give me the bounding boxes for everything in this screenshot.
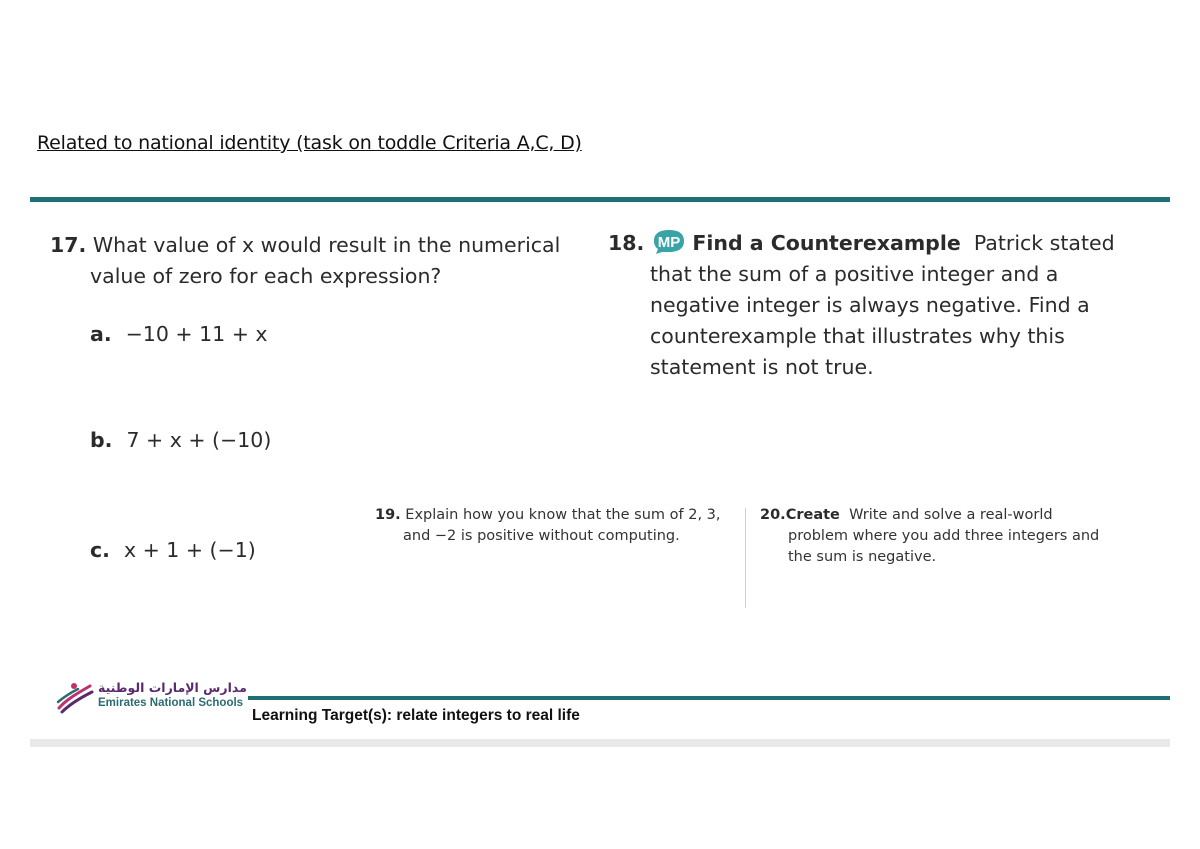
question-18-line2: that the sum of a positive integer and a <box>650 262 1059 286</box>
question-17-number: 17. <box>50 233 87 257</box>
page-title: Related to national identity (task on toddle Criteria A,C, D) <box>37 132 582 154</box>
mp-badge-icon <box>650 228 688 254</box>
question-17 <box>50 230 610 292</box>
question-18-line5: statement is not true. <box>650 355 874 379</box>
question-20-heading: Create <box>785 507 840 523</box>
question-17-line2: value of zero for each expression? <box>90 264 442 288</box>
question-19 <box>375 505 745 547</box>
question-18-heading: Find a Counterexample <box>692 231 961 255</box>
question-19-number: 19. <box>375 507 401 523</box>
top-divider <box>30 197 1170 202</box>
question-19-line2: and −2 is positive without computing. <box>403 528 680 544</box>
question-19-line1: Explain how you know that the sum of 2, 3, <box>405 507 721 523</box>
mp-badge-text: MP <box>658 234 681 251</box>
part-label: c. <box>90 538 110 562</box>
question-17-line1: What value of x would result in the numerical <box>92 233 561 257</box>
logo-english-text: Emirates National Schools <box>98 697 244 709</box>
question-18-line1: Patrick stated <box>973 231 1115 255</box>
part-label: a. <box>90 322 112 346</box>
question-17-part-b <box>90 428 271 452</box>
question-17-part-a <box>90 322 268 346</box>
school-logo-icon <box>56 680 94 714</box>
question-20-line1: Write and solve a real-world <box>849 507 1053 523</box>
column-divider <box>745 508 746 608</box>
footer-band <box>30 739 1170 747</box>
part-label: b. <box>90 428 113 452</box>
part-expression: x + 1 + (−1) <box>123 538 256 562</box>
question-20-line3: the sum is negative. <box>788 549 937 565</box>
part-expression: 7 + x + (−10) <box>126 428 272 452</box>
part-expression: −10 + 11 + x <box>125 322 268 346</box>
question-18-line4: counterexample that illustrates why this <box>650 324 1065 348</box>
question-20-number: 20. <box>760 507 786 523</box>
question-18-number: 18. <box>608 231 645 255</box>
logo-arabic-text: مدارس الإمارات الوطنية <box>98 680 247 695</box>
bottom-divider <box>248 696 1170 700</box>
learning-target: Learning Target(s): relate integers to real life <box>252 707 580 724</box>
question-18-line3: negative integer is always negative. Find a <box>650 293 1090 317</box>
question-18 <box>608 228 1168 383</box>
question-17-part-c <box>90 538 256 562</box>
question-20 <box>760 505 1160 568</box>
question-20-line2: problem where you add three integers and <box>788 528 1100 544</box>
